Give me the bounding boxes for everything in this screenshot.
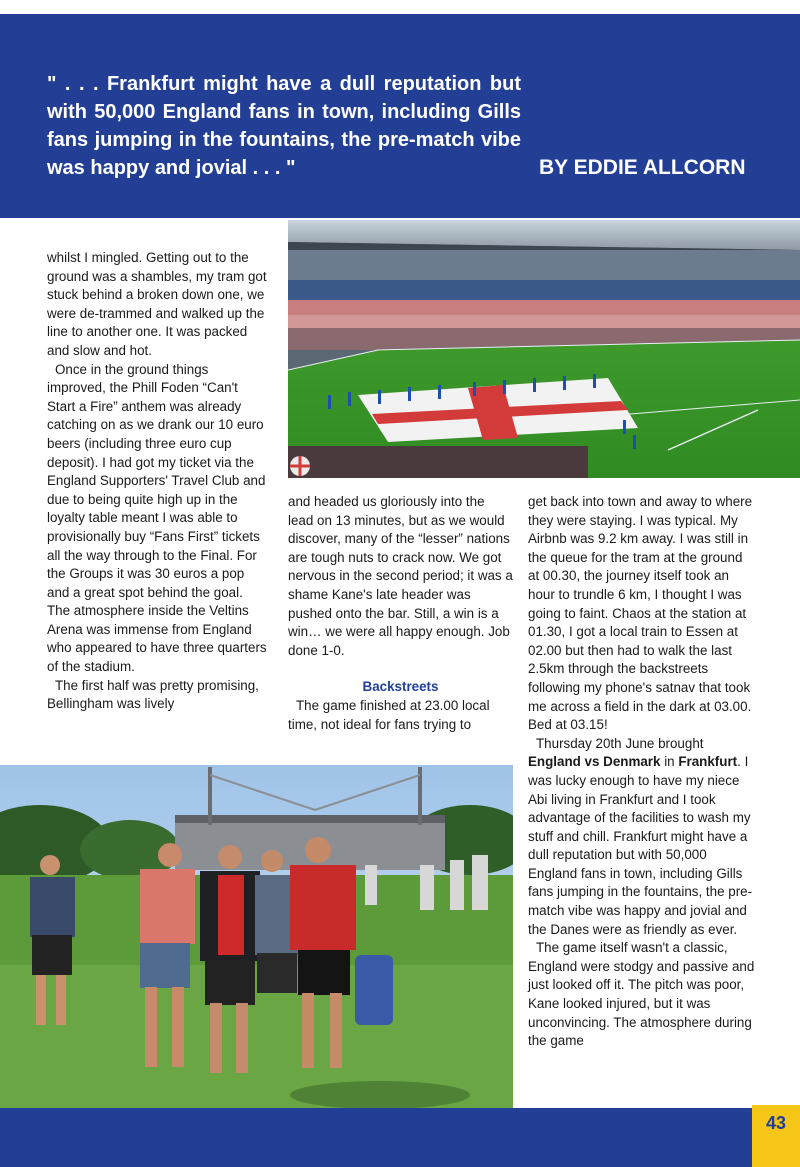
- paragraph: The first half was pretty promising, Bellingham was lively: [47, 677, 259, 712]
- bold-city: Frankfurt: [678, 754, 738, 770]
- article-column-2: [288, 493, 513, 734]
- stadium-photo: [288, 220, 800, 478]
- subheading: Backstreets: [362, 679, 439, 695]
- text-run: in: [660, 754, 679, 770]
- paragraph: Once in the ground things improved, the Phill Foden “Can't Start a Fire” anthem was already catching on as we drank our 10 euro beers (including three euro cup deposit). I had got my ticket via the England Supporters' Travel Club and due to being quite high up in the loyalty table meant I was able to provisionally buy “Fans First” tickets all the way through to the Final. For the Groups it was 30 euros a pop and a great spot behind the goal. The atmosphere inside the Veltins Arena was immense from England who appeared to have three quarters of the stadium.: [47, 361, 267, 675]
- article-column-1: [47, 249, 269, 714]
- byline: BY EDDIE ALLCORN: [539, 156, 746, 179]
- top-margin: [0, 0, 800, 14]
- page-number-box: [752, 1105, 800, 1167]
- bold-match-title: England vs Denmark: [528, 754, 661, 770]
- footer-band: [0, 1108, 800, 1167]
- paragraph: whilst I mingled. Getting out to the ground was a shambles, my tram got stuck behind a broken down one, we were de-trammed and walked up the line to another one. It was packed and slow and hot.: [47, 250, 267, 358]
- text-run: . I was lucky enough to have my niece Abi living in Frankfurt and I took advantage of the facilities to wash my stuff and chill. Frankfurt might have a dull reputation but with 50,000 England fans in town, including Gills fans jumping in the fountains, the pre-match vibe was happy and jovial and the Danes were as friendly as ever.: [528, 754, 753, 937]
- paragraph: The game finished at 23.00 local time, not ideal for fans trying to: [288, 697, 490, 732]
- fans-photo: [0, 765, 513, 1108]
- paragraph: [528, 735, 756, 940]
- article-column-3: [528, 493, 756, 1051]
- pull-quote: " . . . Frankfurt might have a dull reputation but with 50,000 England fans in town, including Gills fans jumping in the fountains, the pre-match vibe was happy and jovial . . . ": [47, 73, 521, 179]
- paragraph: The game itself wasn't a classic, England were stodgy and passive and just looked off it. The pitch was poor, Kane looked injured, but it was unconvincing. The atmosphere during the game: [528, 940, 755, 1049]
- paragraph: and headed us gloriously into the lead on 13 minutes, but as we would discover, many of the “lesser” nations are tough nuts to crack now. We got nervous in the second period; it was a shame Kane's late header was pushed onto the bar. Still, a win is a win… we were all happy enough. Job done 1-0.: [288, 494, 513, 658]
- paragraph: get back into town and away to where they were staying. I was typical. My Airbnb was 9.2 km away. I was still in the queue for the tram at the ground at 00.30, the journey itself took an hour to trundle 6 km, I thought I was going to faint. Chaos at the station at 01.30, I got a local train to Essen at 02.00 but then had to walk the last 2.5km through the backstreets following my phone's satnav that took me across a field in the dark at 03.00. Bed at 03.15!: [528, 494, 753, 733]
- text-run: Thursday 20th June brought: [536, 735, 704, 751]
- page-number: 43: [765, 1113, 787, 1133]
